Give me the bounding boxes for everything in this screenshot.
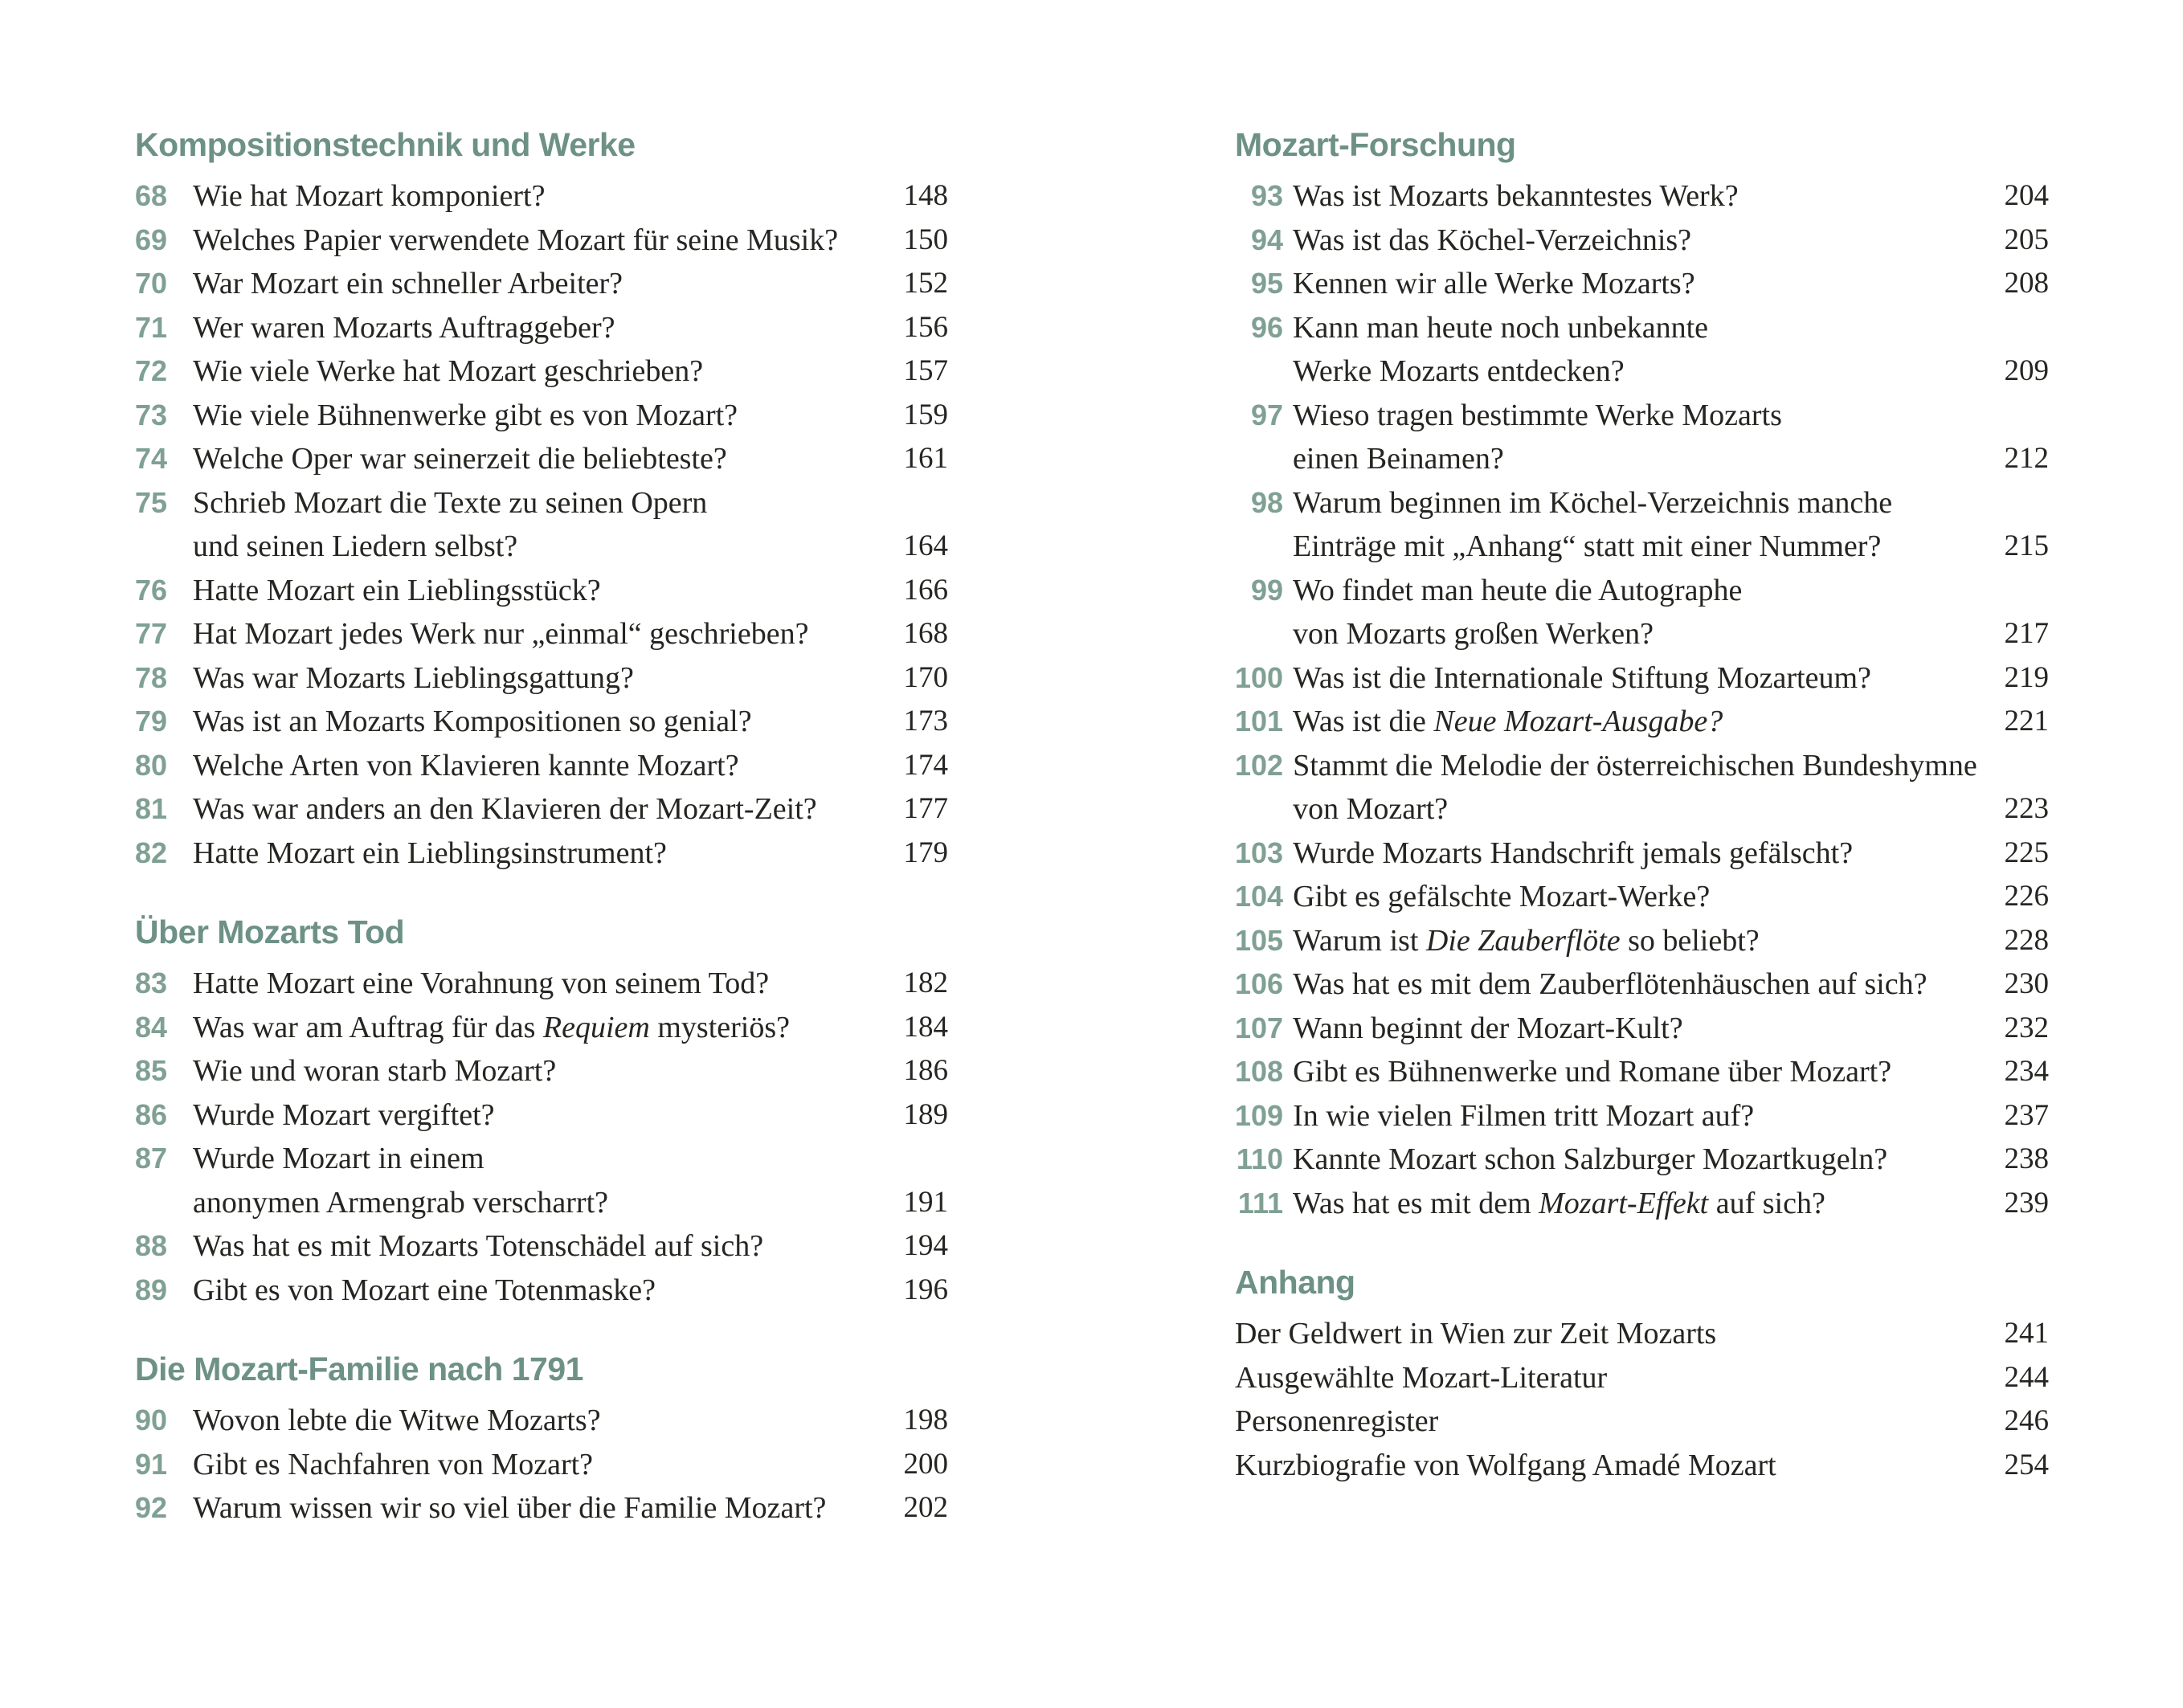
item-text-line: Was ist an Mozarts Kompositionen so genial? (193, 705, 752, 738)
item-text (1293, 1094, 1985, 1138)
page-number: 232 (2004, 1011, 2049, 1044)
item-number: 75 (135, 485, 168, 519)
toc-item (1235, 962, 2049, 1007)
item-text-line: Gibt es Bühnenwerke und Romane über Mozart? (1293, 1055, 1892, 1089)
item-number: 103 (1235, 836, 1284, 869)
item-text (1293, 306, 1985, 394)
page-number: 194 (903, 1229, 948, 1262)
toc-section (135, 912, 948, 1312)
toc-item (135, 1049, 948, 1093)
item-text-line: Wie und woran starb Mozart? (193, 1054, 557, 1088)
item-text-line: Ausgewählte Mozart-Literatur (1235, 1360, 1608, 1395)
item-text-line: Der Geldwert in Wien zur Zeit Mozarts (1235, 1317, 1717, 1350)
page-number: 150 (903, 223, 948, 256)
item-text-line: Wie viele Bühnenwerke gibt es von Mozart? (193, 398, 738, 432)
toc-item (135, 306, 948, 350)
item-number: 109 (1235, 1098, 1284, 1132)
item-text (1235, 1356, 1985, 1400)
item-number: 96 (1250, 310, 1283, 344)
section-title: Mozart-Forschung (1235, 126, 1516, 163)
item-text (193, 1049, 885, 1093)
toc-item (1235, 481, 2049, 569)
toc-item (135, 700, 948, 744)
toc-column-left (135, 125, 948, 1530)
item-text (193, 174, 885, 219)
item-text-line: Hatte Mozart ein Lieblingsinstrument? (193, 836, 667, 870)
item-number: 71 (135, 310, 168, 344)
item-number: 77 (135, 617, 168, 650)
item-number: 110 (1236, 1142, 1283, 1175)
page-number: 168 (903, 617, 948, 650)
section-title: Die Mozart-Familie nach 1791 (135, 1350, 583, 1387)
toc-item (1235, 262, 2049, 306)
item-number: 76 (135, 573, 168, 607)
item-text-line: Kannte Mozart schon Salzburger Mozartkugeln? (1293, 1142, 1888, 1176)
item-text-line: Wie viele Werke hat Mozart geschrieben? (193, 354, 704, 388)
page-number: 241 (2004, 1317, 2049, 1350)
item-number: 68 (135, 179, 168, 212)
item-text (193, 437, 885, 481)
toc-item (135, 744, 948, 788)
toc-item (135, 1224, 948, 1269)
toc-item (135, 656, 948, 701)
item-text (193, 1224, 885, 1269)
item-number: 106 (1235, 967, 1284, 1000)
item-text-line: Wer waren Mozarts Auftraggeber? (193, 310, 615, 345)
toc-item (1235, 569, 2049, 656)
item-text-line: anonymen Armengrab verscharrt? (193, 1185, 609, 1220)
item-text (1293, 832, 1985, 876)
item-number: 90 (135, 1404, 168, 1436)
item-text-line: Warum wissen wir so viel über die Familie Mozart? (193, 1491, 827, 1525)
item-number: 69 (135, 223, 168, 256)
item-number: 91 (135, 1447, 168, 1481)
item-text-line: Was ist Mozarts bekanntestes Werk? (1293, 179, 1739, 213)
page-number: 200 (903, 1447, 948, 1481)
item-text (1293, 919, 1985, 963)
page-number: 174 (903, 748, 948, 782)
page-number: 234 (2004, 1055, 2049, 1088)
item-text-line: Wo findet man heute die Autographe (1293, 573, 1743, 607)
toc-item (135, 962, 948, 1006)
item-text (193, 481, 885, 569)
item-number: 105 (1235, 923, 1284, 957)
item-text-line: Hatte Mozart ein Lieblingsstück? (193, 573, 601, 607)
page-number: 156 (903, 310, 948, 344)
page-number: 189 (903, 1097, 948, 1131)
item-text (193, 656, 885, 701)
item-text-line: Wurde Mozart vergiftet? (193, 1097, 495, 1132)
page-number: 202 (903, 1491, 948, 1524)
toc-section (135, 125, 948, 875)
page-number: 205 (2004, 223, 2049, 256)
item-text (193, 262, 885, 306)
item-text (1293, 656, 1985, 701)
toc-item (1235, 744, 2049, 832)
item-text (193, 219, 885, 263)
item-text (193, 1443, 885, 1487)
item-number: 72 (135, 354, 168, 387)
item-text-line: Schrieb Mozart die Texte zu seinen Opern (193, 485, 708, 520)
item-number: 88 (135, 1229, 168, 1262)
item-text-line: Was war Mozarts Lieblingsgattung? (193, 660, 634, 695)
item-text-line: von Mozart? (1293, 792, 1449, 826)
page-number: 237 (2004, 1098, 2049, 1132)
item-text (1235, 1444, 1985, 1488)
toc-item (135, 437, 948, 481)
item-number: 111 (1237, 1186, 1283, 1220)
toc-column-right (1235, 125, 2049, 1487)
item-text-line: Gibt es von Mozart eine Totenmaske? (193, 1273, 656, 1307)
item-number: 74 (135, 442, 168, 475)
item-number: 89 (135, 1273, 168, 1306)
page-number: 215 (2004, 529, 2049, 562)
item-number: 92 (135, 1491, 168, 1524)
page-number: 246 (2004, 1404, 2049, 1437)
toc-item (135, 1269, 948, 1313)
item-number: 102 (1235, 748, 1284, 782)
toc-item (135, 174, 948, 219)
item-text (1293, 569, 1985, 656)
item-text-line: einen Beinamen? (1293, 442, 1504, 476)
item-text (193, 744, 885, 788)
item-text (1293, 1007, 1985, 1051)
item-text-line: Personenregister (1235, 1404, 1439, 1438)
toc-item (1235, 306, 2049, 394)
item-text (1293, 481, 1985, 569)
item-text-line: von Mozarts großen Werken? (1293, 617, 1654, 651)
item-number: 80 (135, 748, 168, 782)
item-text-line: Was ist die Internationale Stiftung Mozarteum? (1293, 660, 1871, 695)
toc-item (1235, 919, 2049, 963)
item-text (1293, 875, 1985, 919)
item-text (193, 569, 885, 613)
toc-item (1235, 656, 2049, 701)
toc-item (135, 481, 948, 569)
item-text (193, 1269, 885, 1313)
item-text (1293, 700, 1985, 744)
toc-item (135, 1137, 948, 1224)
toc-item (1235, 219, 2049, 263)
item-text (1293, 962, 1985, 1007)
toc-item (1235, 174, 2049, 219)
page-number: 219 (2004, 660, 2049, 694)
toc-item (135, 569, 948, 613)
section-title: Anhang (1235, 1264, 1355, 1301)
item-text-line: Kurzbiografie von Wolfgang Amadé Mozart (1235, 1448, 1776, 1482)
item-text (1235, 1399, 1985, 1444)
item-text-line: Was hat es mit dem Mozart-Effekt auf sich? (1293, 1186, 1825, 1220)
page-number: 161 (903, 442, 948, 475)
page-number: 159 (903, 398, 948, 431)
toc-item (135, 787, 948, 832)
item-number: 99 (1250, 573, 1283, 607)
toc-item (135, 1399, 948, 1443)
toc-section (1235, 1262, 2049, 1487)
item-text-line: Kennen wir alle Werke Mozarts? (1293, 267, 1695, 300)
item-text-line: Welches Papier verwendete Mozart für seine Musik? (193, 223, 839, 257)
item-text (193, 700, 885, 744)
item-text-line: Was war anders an den Klavieren der Mozart-Zeit? (193, 792, 817, 826)
item-text-line: Warum ist Die Zauberflöte so beliebt? (1293, 923, 1760, 958)
item-text-line: Wann beginnt der Mozart-Kult? (1293, 1011, 1683, 1045)
page-number: 204 (2004, 179, 2049, 212)
toc-item (135, 1093, 948, 1138)
page-number: 186 (903, 1054, 948, 1087)
page-number: 191 (903, 1185, 948, 1219)
item-number: 73 (135, 398, 168, 431)
page-number: 196 (903, 1273, 948, 1306)
item-text-line: Was hat es mit dem Zauberflötenhäuschen auf sich? (1293, 967, 1927, 1001)
item-text (193, 349, 885, 394)
item-text-line: Wie hat Mozart komponiert? (193, 179, 546, 213)
toc-item (1235, 1444, 2049, 1488)
toc-item (135, 1486, 948, 1530)
item-number: 78 (135, 660, 168, 694)
page-number: 170 (903, 660, 948, 694)
item-text (1235, 1312, 1985, 1356)
page-number: 166 (903, 573, 948, 607)
toc-item (135, 219, 948, 263)
item-text-line: Wovon lebte die Witwe Mozarts? (193, 1404, 601, 1437)
section-title: Kompositionstechnik und Werke (135, 126, 636, 163)
item-number: 85 (135, 1054, 168, 1087)
toc-item (135, 394, 948, 438)
page-number: 179 (903, 836, 948, 869)
item-text-line: In wie vielen Filmen tritt Mozart auf? (1293, 1098, 1755, 1133)
page-number: 238 (2004, 1142, 2049, 1175)
toc-item (135, 262, 948, 306)
toc-item (1235, 1050, 2049, 1094)
item-number: 101 (1235, 705, 1284, 738)
toc-item (1235, 1399, 2049, 1444)
item-text (1293, 1050, 1985, 1094)
item-number: 108 (1235, 1055, 1284, 1088)
item-text (193, 1486, 885, 1530)
toc-section (135, 1349, 948, 1530)
toc-item (135, 1443, 948, 1487)
toc-section (1235, 125, 2049, 1225)
toc-item (1235, 1094, 2049, 1138)
item-number: 107 (1235, 1011, 1284, 1044)
item-text-line: Gibt es gefälschte Mozart-Werke? (1293, 880, 1711, 913)
item-text-line: Was war am Auftrag für das Requiem mysteriös? (193, 1010, 790, 1044)
page-number: 226 (2004, 880, 2049, 913)
item-number: 87 (135, 1142, 168, 1175)
item-number: 93 (1250, 179, 1283, 212)
page-number: 209 (2004, 354, 2049, 387)
item-number: 97 (1250, 398, 1283, 431)
item-number: 84 (135, 1010, 168, 1044)
item-text (1293, 1138, 1985, 1182)
toc-item (1235, 1007, 2049, 1051)
item-number: 100 (1235, 660, 1284, 694)
item-number: 86 (135, 1097, 168, 1131)
toc-item (1235, 700, 2049, 744)
page-number: 230 (2004, 967, 2049, 1000)
page-number: 239 (2004, 1186, 2049, 1220)
page-number: 157 (903, 354, 948, 387)
toc-item (1235, 1312, 2049, 1356)
item-text-line: Gibt es Nachfahren von Mozart? (193, 1447, 594, 1481)
page-number: 184 (903, 1010, 948, 1044)
page-number: 164 (903, 529, 948, 562)
item-text (193, 306, 885, 350)
toc-item (1235, 1138, 2049, 1182)
toc-item (1235, 832, 2049, 876)
item-text-line: Kann man heute noch unbekannte (1293, 310, 1709, 345)
toc-item (1235, 394, 2049, 481)
page-number: 217 (2004, 617, 2049, 650)
item-text (1293, 744, 1985, 832)
item-text-line: Welche Arten von Klavieren kannte Mozart? (193, 748, 739, 782)
section-title: Über Mozarts Tod (135, 913, 405, 950)
item-text-line: Was ist das Köchel-Verzeichnis? (1293, 223, 1692, 257)
item-text (193, 1093, 885, 1138)
item-text (193, 1399, 885, 1443)
toc-item (1235, 1182, 2049, 1226)
item-text-line: Wurde Mozart in einem (193, 1142, 484, 1175)
toc-item (135, 612, 948, 656)
item-number: 79 (135, 705, 168, 738)
toc-item (135, 1006, 948, 1050)
page-number: 223 (2004, 792, 2049, 825)
page-number: 254 (2004, 1448, 2049, 1481)
item-text-line: Was ist die Neue Mozart-Ausgabe? (1293, 705, 1723, 738)
item-text (193, 832, 885, 876)
item-number: 104 (1235, 880, 1284, 913)
item-text-line: und seinen Liedern selbst? (193, 529, 518, 563)
item-text (193, 1137, 885, 1224)
item-text (1293, 1182, 1985, 1226)
item-text-line: Hatte Mozart eine Vorahnung von seinem Tod? (193, 966, 770, 1000)
item-text-line: Einträge mit „Anhang“ statt mit einer Nummer? (1293, 529, 1882, 563)
item-number: 98 (1250, 485, 1283, 519)
item-text (1293, 174, 1985, 219)
page-number: 244 (2004, 1360, 2049, 1394)
item-text-line: War Mozart ein schneller Arbeiter? (193, 267, 623, 300)
item-text-line: Werke Mozarts entdecken? (1293, 354, 1625, 388)
page-number: 228 (2004, 923, 2049, 957)
toc-item (135, 832, 948, 876)
item-text-line: Warum beginnen im Köchel-Verzeichnis manche (1293, 485, 1893, 520)
item-text (193, 394, 885, 438)
page-number: 208 (2004, 267, 2049, 300)
item-text-line: Was hat es mit Mozarts Totenschädel auf sich? (193, 1229, 764, 1263)
item-text-line: Wurde Mozarts Handschrift jemals gefälscht? (1293, 836, 1854, 870)
toc-item (1235, 1356, 2049, 1400)
item-text (1293, 219, 1985, 263)
item-text-line: Hat Mozart jedes Werk nur „einmal“ geschrieben? (193, 617, 809, 651)
item-number: 82 (135, 836, 168, 869)
toc-item (1235, 875, 2049, 919)
item-number: 83 (135, 966, 168, 999)
item-text (1293, 262, 1985, 306)
item-text (193, 787, 885, 832)
item-text (193, 962, 885, 1006)
item-number: 95 (1250, 267, 1283, 300)
page-number: 198 (903, 1404, 948, 1436)
page-number: 173 (903, 705, 948, 738)
page-number: 182 (903, 966, 948, 999)
page-number: 221 (2004, 705, 2049, 738)
item-number: 81 (135, 792, 168, 825)
page-number: 212 (2004, 442, 2049, 475)
item-text (193, 612, 885, 656)
item-text-line: Stammt die Melodie der österreichischen Bundeshymne (1293, 748, 1977, 782)
page-number: 177 (903, 792, 948, 825)
item-number: 94 (1250, 223, 1283, 256)
item-text (193, 1006, 885, 1050)
page-number: 148 (903, 179, 948, 212)
page-number: 152 (903, 267, 948, 300)
item-text-line: Welche Oper war seinerzeit die beliebteste? (193, 442, 727, 476)
page-number: 225 (2004, 836, 2049, 869)
item-text-line: Wieso tragen bestimmte Werke Mozarts (1293, 398, 1782, 432)
toc-item (135, 349, 948, 394)
item-text (1293, 394, 1985, 481)
item-number: 70 (135, 267, 168, 300)
